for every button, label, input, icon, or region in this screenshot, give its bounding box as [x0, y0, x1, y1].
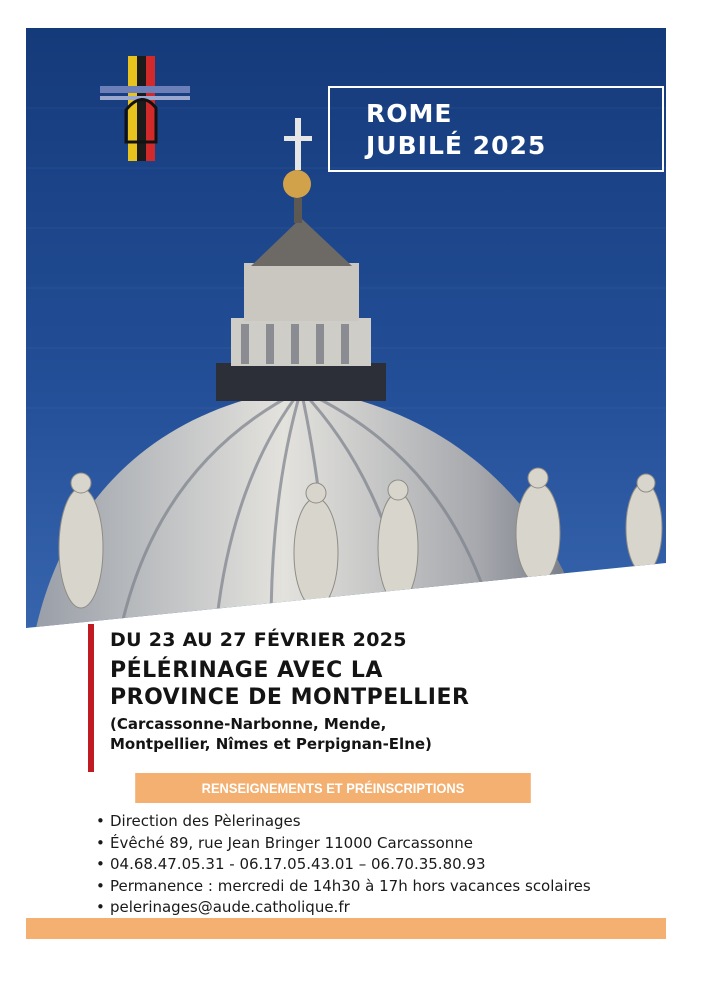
event-date: DU 23 AU 27 FÉVRIER 2025 — [110, 629, 407, 651]
diocese-logo — [98, 50, 193, 165]
info-banner: RENSEIGNEMENTS ET PRÉINSCRIPTIONS — [135, 773, 531, 803]
dioceses-line-2: Montpellier, Nîmes et Perpignan-Elne) — [110, 735, 432, 753]
contact-email[interactable]: • pelerinages@aude.catholique.fr — [96, 897, 591, 919]
contact-address: • Évêché 89, rue Jean Bringer 11000 Carcassonne — [96, 833, 591, 855]
contact-hours: • Permanence : mercredi de 14h30 à 17h hors vacances scolaires — [96, 876, 591, 898]
contact-list — [96, 811, 591, 919]
title-box — [328, 86, 664, 172]
title-city: ROME — [366, 99, 453, 128]
headline-line-2: PROVINCE DE MONTPELLIER — [110, 685, 470, 710]
contact-phones: • 04.68.47.05.31 - 06.17.05.43.01 – 06.70.35.80.93 — [96, 854, 591, 876]
headline-line-1: PÉLÉRINAGE AVEC LA — [110, 658, 383, 683]
title-jubilee: JUBILÉ 2025 — [366, 131, 547, 160]
event-details — [88, 624, 648, 772]
dioceses-line-1: (Carcassonne-Narbonne, Mende, — [110, 715, 387, 733]
footer-bar — [26, 918, 666, 939]
event-headline — [110, 657, 648, 711]
dioceses-list — [110, 714, 648, 754]
contact-office: • Direction des Pèlerinages — [96, 811, 591, 833]
